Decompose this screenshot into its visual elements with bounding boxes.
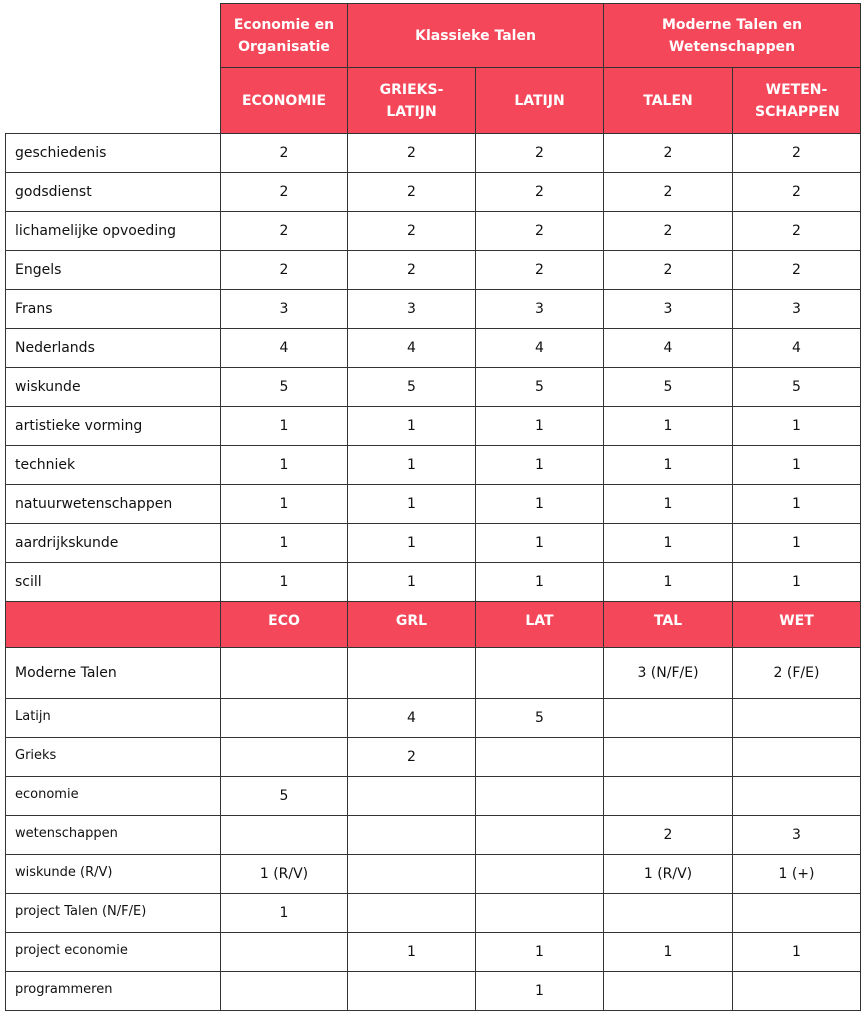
hours-cell — [476, 855, 604, 894]
hours-cell: 1 — [604, 933, 733, 972]
hours-cell — [221, 738, 348, 777]
column-header-economie: ECONOMIE — [221, 68, 348, 134]
hours-cell — [476, 648, 604, 699]
subject-label: Engels — [6, 251, 221, 290]
table-row — [6, 524, 861, 563]
hours-cell — [348, 855, 476, 894]
hours-cell: 1 — [221, 563, 348, 602]
hours-cell — [348, 777, 476, 816]
hours-cell: 1 — [348, 446, 476, 485]
hours-cell — [733, 894, 861, 933]
hours-cell: 1 — [604, 407, 733, 446]
hours-cell: 5 — [476, 368, 604, 407]
hours-cell: 2 — [733, 212, 861, 251]
hours-cell: 1 — [348, 407, 476, 446]
hours-cell: 1 (R/V) — [604, 855, 733, 894]
hours-cell: 5 — [604, 368, 733, 407]
subject-label: geschiedenis — [6, 134, 221, 173]
table-row — [6, 816, 861, 855]
hours-cell: 2 — [733, 134, 861, 173]
option-label: Latijn — [6, 699, 221, 738]
hours-cell: 4 — [604, 329, 733, 368]
table-row — [6, 446, 861, 485]
subheader-tal: TAL — [604, 602, 733, 648]
hours-cell: 1 — [476, 407, 604, 446]
option-label: wiskunde (R/V) — [6, 855, 221, 894]
table-row — [6, 329, 861, 368]
hours-cell: 2 — [476, 251, 604, 290]
hours-cell: 1 — [221, 446, 348, 485]
subheader-spacer — [6, 602, 221, 648]
hours-cell: 1 — [733, 563, 861, 602]
hours-cell: 4 — [733, 329, 861, 368]
hours-cell — [476, 816, 604, 855]
table-row — [6, 212, 861, 251]
hours-cell: 2 — [221, 251, 348, 290]
table-row — [6, 290, 861, 329]
hours-cell: 1 (+) — [733, 855, 861, 894]
hours-cell: 4 — [348, 699, 476, 738]
group-header-klassieke-talen: Klassieke Talen — [348, 4, 604, 68]
subject-label: godsdienst — [6, 173, 221, 212]
hours-cell: 2 — [221, 212, 348, 251]
hours-cell: 2 — [476, 212, 604, 251]
subject-label: techniek — [6, 446, 221, 485]
hours-cell: 3 — [348, 290, 476, 329]
hours-cell: 3 — [221, 290, 348, 329]
hours-cell: 1 — [476, 485, 604, 524]
hours-cell: 1 — [604, 485, 733, 524]
group-header-row — [6, 4, 861, 68]
hours-cell: 2 (F/E) — [733, 648, 861, 699]
hours-cell — [733, 699, 861, 738]
hours-cell: 1 — [348, 524, 476, 563]
option-label: Grieks — [6, 738, 221, 777]
table-row — [6, 855, 861, 894]
hours-cell: 4 — [348, 329, 476, 368]
column-header-grieks-latijn: GRIEKS-LATIJN — [348, 68, 476, 134]
hours-cell: 2 — [476, 134, 604, 173]
hours-cell: 1 — [348, 485, 476, 524]
subheader-row — [6, 602, 861, 648]
hours-cell — [604, 699, 733, 738]
hours-cell — [476, 777, 604, 816]
hours-cell: 5 — [221, 777, 348, 816]
table-row — [6, 485, 861, 524]
table-row — [6, 134, 861, 173]
subject-label: lichamelijke opvoeding — [6, 212, 221, 251]
subject-label: wiskunde — [6, 368, 221, 407]
column-header-latijn: LATIJN — [476, 68, 604, 134]
column-header-wetenschappen: WETEN-SCHAPPEN — [733, 68, 861, 134]
hours-cell: 2 — [221, 134, 348, 173]
subject-label: natuurwetenschappen — [6, 485, 221, 524]
hours-cell: 2 — [348, 173, 476, 212]
hours-cell: 1 — [348, 933, 476, 972]
hours-cell — [476, 894, 604, 933]
hours-cell — [348, 816, 476, 855]
hours-cell — [348, 648, 476, 699]
hours-cell — [733, 777, 861, 816]
hours-cell — [221, 648, 348, 699]
subheader-eco: ECO — [221, 602, 348, 648]
hours-cell: 1 — [733, 485, 861, 524]
hours-cell — [221, 699, 348, 738]
option-label: project economie — [6, 933, 221, 972]
subject-label: Nederlands — [6, 329, 221, 368]
column-header-talen: TALEN — [604, 68, 733, 134]
table-row — [6, 368, 861, 407]
option-label: Moderne Talen — [6, 648, 221, 699]
table-row — [6, 933, 861, 972]
hours-cell — [733, 972, 861, 1011]
hours-cell: 1 — [733, 524, 861, 563]
hours-cell: 2 — [604, 212, 733, 251]
hours-cell: 1 — [733, 933, 861, 972]
option-label: programmeren — [6, 972, 221, 1011]
table-row — [6, 251, 861, 290]
table-row — [6, 407, 861, 446]
subject-label: artistieke vorming — [6, 407, 221, 446]
hours-cell: 2 — [348, 251, 476, 290]
hours-cell: 3 — [733, 816, 861, 855]
subheader-wet: WET — [733, 602, 861, 648]
table-row — [6, 173, 861, 212]
hours-cell: 1 — [476, 933, 604, 972]
hours-cell: 2 — [221, 173, 348, 212]
hours-cell — [604, 738, 733, 777]
hours-cell: 2 — [348, 738, 476, 777]
hours-cell: 1 — [476, 563, 604, 602]
hours-cell: 2 — [604, 816, 733, 855]
hours-cell: 2 — [348, 134, 476, 173]
hours-cell: 1 — [476, 972, 604, 1011]
option-label: wetenschappen — [6, 816, 221, 855]
hours-cell — [604, 894, 733, 933]
hours-cell: 1 — [733, 446, 861, 485]
hours-cell: 1 (R/V) — [221, 855, 348, 894]
hours-cell: 2 — [733, 173, 861, 212]
hours-cell: 2 — [604, 173, 733, 212]
option-label: project Talen (N/F/E) — [6, 894, 221, 933]
hours-cell: 5 — [348, 368, 476, 407]
hours-cell: 2 — [476, 173, 604, 212]
hours-cell: 5 — [733, 368, 861, 407]
hours-cell: 1 — [476, 524, 604, 563]
subject-label: Frans — [6, 290, 221, 329]
hours-cell: 5 — [221, 368, 348, 407]
hours-cell: 1 — [221, 524, 348, 563]
table-row — [6, 777, 861, 816]
hours-cell: 1 — [348, 563, 476, 602]
hours-cell: 4 — [221, 329, 348, 368]
hours-cell — [221, 972, 348, 1011]
hours-cell: 1 — [604, 563, 733, 602]
hours-cell: 3 — [733, 290, 861, 329]
hours-cell: 2 — [604, 251, 733, 290]
hours-cell: 1 — [221, 894, 348, 933]
table-row — [6, 563, 861, 602]
subheader-grl: GRL — [348, 602, 476, 648]
hours-cell: 2 — [733, 251, 861, 290]
subheader-lat: LAT — [476, 602, 604, 648]
group-header-economie: Economie en Organisatie — [221, 4, 348, 68]
table-row — [6, 699, 861, 738]
subject-label: scill — [6, 563, 221, 602]
hours-cell: 1 — [221, 485, 348, 524]
hours-cell: 5 — [476, 699, 604, 738]
hours-cell: 3 — [476, 290, 604, 329]
hours-cell — [733, 738, 861, 777]
group-header-moderne-talen: Moderne Talen en Wetenschappen — [604, 4, 861, 68]
hours-cell: 2 — [348, 212, 476, 251]
subject-label: aardrijkskunde — [6, 524, 221, 563]
curriculum-table — [5, 3, 861, 1011]
hours-cell: 2 — [604, 134, 733, 173]
hours-cell: 3 (N/F/E) — [604, 648, 733, 699]
hours-cell — [604, 972, 733, 1011]
option-label: economie — [6, 777, 221, 816]
hours-cell: 1 — [604, 446, 733, 485]
hours-cell — [348, 894, 476, 933]
hours-cell — [221, 933, 348, 972]
hours-cell — [604, 777, 733, 816]
hours-cell: 1 — [221, 407, 348, 446]
table-row — [6, 738, 861, 777]
hours-cell: 3 — [604, 290, 733, 329]
hours-cell — [221, 816, 348, 855]
corner-cell — [6, 4, 221, 134]
hours-cell: 1 — [733, 407, 861, 446]
hours-cell: 4 — [476, 329, 604, 368]
table-row — [6, 894, 861, 933]
hours-cell: 1 — [476, 446, 604, 485]
table-row — [6, 648, 861, 699]
table-row — [6, 972, 861, 1011]
hours-cell — [476, 738, 604, 777]
hours-cell: 1 — [604, 524, 733, 563]
hours-cell — [348, 972, 476, 1011]
